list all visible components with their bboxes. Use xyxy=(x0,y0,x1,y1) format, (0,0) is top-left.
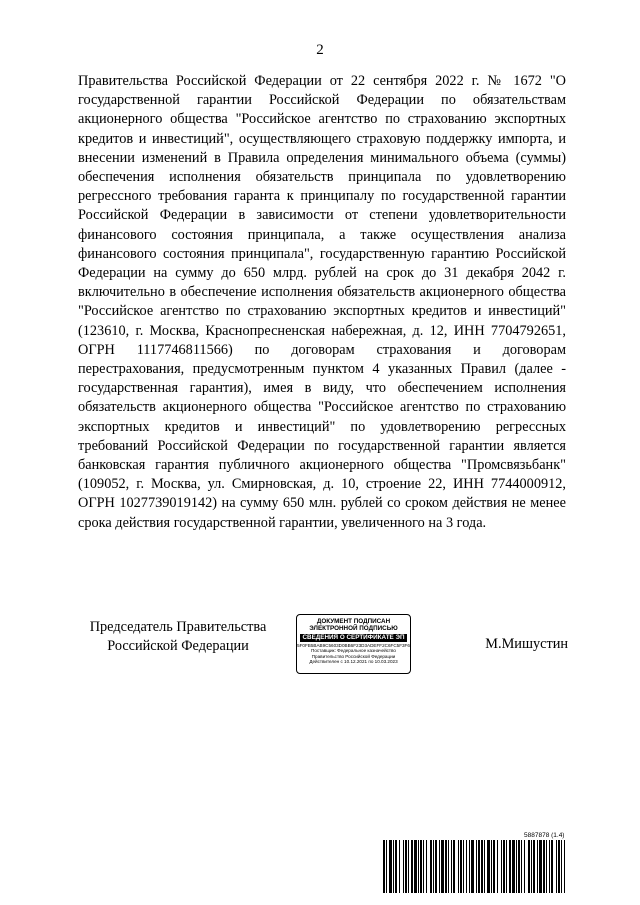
barcode-bar xyxy=(393,840,394,893)
barcode-bar xyxy=(537,840,538,893)
barcode-icon xyxy=(383,840,565,893)
stamp-supplier: Поставщик: Федеральное казначейство xyxy=(311,648,396,654)
barcode-bar xyxy=(558,840,560,893)
barcode-bar xyxy=(528,840,530,893)
signer-title-line2: Российской Федерации xyxy=(107,638,249,654)
stamp-owner: Правительство Российской Федерации xyxy=(311,653,396,659)
barcode-bar xyxy=(411,840,413,893)
barcode-bar xyxy=(471,840,474,893)
barcode-bar xyxy=(487,840,490,893)
barcode-bar xyxy=(414,840,417,893)
barcode-bar xyxy=(433,840,434,893)
barcode-bar xyxy=(451,840,452,893)
barcode-bar xyxy=(516,840,517,893)
stamp-line1: ДОКУМЕНТ ПОДПИСАН xyxy=(316,618,391,625)
barcode-bar xyxy=(439,840,440,893)
electronic-signature-stamp xyxy=(296,614,411,674)
barcode-bar xyxy=(389,840,392,893)
barcode-bar xyxy=(551,840,553,893)
barcode-bar xyxy=(445,840,447,893)
barcode-bar xyxy=(386,840,387,893)
barcode-bar xyxy=(561,840,562,893)
barcode-bar xyxy=(418,840,419,893)
stamp-line2: ЭЛЕКТРОННОЙ ПОДПИСЬЮ xyxy=(309,625,398,632)
barcode-bar xyxy=(506,840,507,893)
barcode-bar xyxy=(466,840,467,893)
barcode-bar xyxy=(435,840,437,893)
barcode-bar xyxy=(463,840,464,893)
barcode-bar xyxy=(426,840,427,893)
signer-name: М.Мишустин xyxy=(485,636,568,652)
barcode-bar xyxy=(546,840,547,893)
barcode-bar xyxy=(395,840,397,893)
body-paragraph: Правительства Российской Федерации от 22 сентября 2022 г. № 1672 "О государственной гарантии Российской Федерации по обязательствам акционерного общества "Российское агентство по страхованию экспортных кредитов и инвестиций", осуществляющего страховую поддержку импорта, и внесении изменений в Правила определения минимального объема (суммы) обеспечения исполнения обязательств принципала по удовлетворению регрессного требования гаранта к принципалу по государственной гарантии Российской Федерации в зависимости от степени удовлетворительности финансового состояния принципала, а также осуществления анализа финансового состояния принципала", государственную гарантию Российской Федерации на сумму до 650 млрд. рублей на срок до 31 декабря 2042 г. включительно в обеспечение исполнения обязательств акционерного общества "Российское агентство по страхованию экспортных кредитов и инвестиций" (123610, г. Москва, Краснопресненская набережная, д. 12, ИНН 7704792651, ОГРН 1117746811566) по договорам страхования и договорам перестрахования, предусмотренным пунктом 4 указанных Правил (далее - государственная гарантия), имея в виду, что обеспечением исполнения обязательств акционерного общества "Российское агентство по страхованию экспортных кредитов и инвестиций" по удовлетворению регрессных требований Российской Федерации по государственной гарантии является банковская гарантия публичного акционерного общества "Промсвязьбанк" (109052, г. Москва, ул. Смирновская, д. 10, строение 22, ИНН 7744000912, ОГРН 1027739019142) на сумму 650 млн. рублей со сроком действия не менее срока действия государственной гарантии, увеличенного на 3 года. xyxy=(78,73,566,531)
barcode-bar xyxy=(491,840,492,893)
barcode-bar xyxy=(531,840,532,893)
barcode-bar xyxy=(430,840,432,893)
barcode-bar xyxy=(469,840,470,893)
barcode-bar xyxy=(564,840,565,893)
barcode-bar xyxy=(556,840,557,893)
barcode-bar xyxy=(476,840,477,893)
barcode-bar xyxy=(448,840,449,893)
barcode-bar xyxy=(493,840,495,893)
barcode-bar xyxy=(460,840,462,893)
barcode-bar xyxy=(423,840,424,893)
barcode-bar xyxy=(549,840,550,893)
barcode-bar xyxy=(518,840,520,893)
barcode-bar xyxy=(539,840,542,893)
barcode-bar xyxy=(533,840,535,893)
signer-title-line1: Председатель Правительства xyxy=(89,619,267,635)
barcode-bar xyxy=(478,840,480,893)
barcode-bar xyxy=(420,840,422,893)
barcode-bar xyxy=(524,840,525,893)
barcode-bar xyxy=(408,840,409,893)
stamp-serial: 5F0FB5BAB9C5603D0BB6F23D3ADEFF2C6FC5F3F6 xyxy=(297,643,410,648)
stamp-validity: Действителен с 10.12.2021 по 10.03.2023 xyxy=(309,659,398,665)
barcode-bar xyxy=(484,840,485,893)
barcode-bar xyxy=(521,840,522,893)
barcode-bar xyxy=(512,840,515,893)
barcode-bar xyxy=(453,840,455,893)
barcode-bar xyxy=(503,840,505,893)
barcode-bar xyxy=(481,840,483,893)
barcode-bar xyxy=(501,840,502,893)
barcode-bar xyxy=(441,840,444,893)
barcode-bar xyxy=(399,840,400,893)
document-code: 5887878 (1.4) xyxy=(524,832,565,839)
barcode-bar xyxy=(458,840,459,893)
page-number: 2 xyxy=(316,42,324,58)
barcode-bar xyxy=(403,840,404,893)
barcode-bar xyxy=(497,840,498,893)
barcode-bar xyxy=(405,840,407,893)
stamp-band: СВЕДЕНИЯ О СЕРТИФИКАТЕ ЭП xyxy=(300,634,407,642)
barcode-bar xyxy=(383,840,385,893)
barcode-bar xyxy=(509,840,511,893)
barcode-bar xyxy=(543,840,545,893)
signer-title xyxy=(78,618,278,656)
